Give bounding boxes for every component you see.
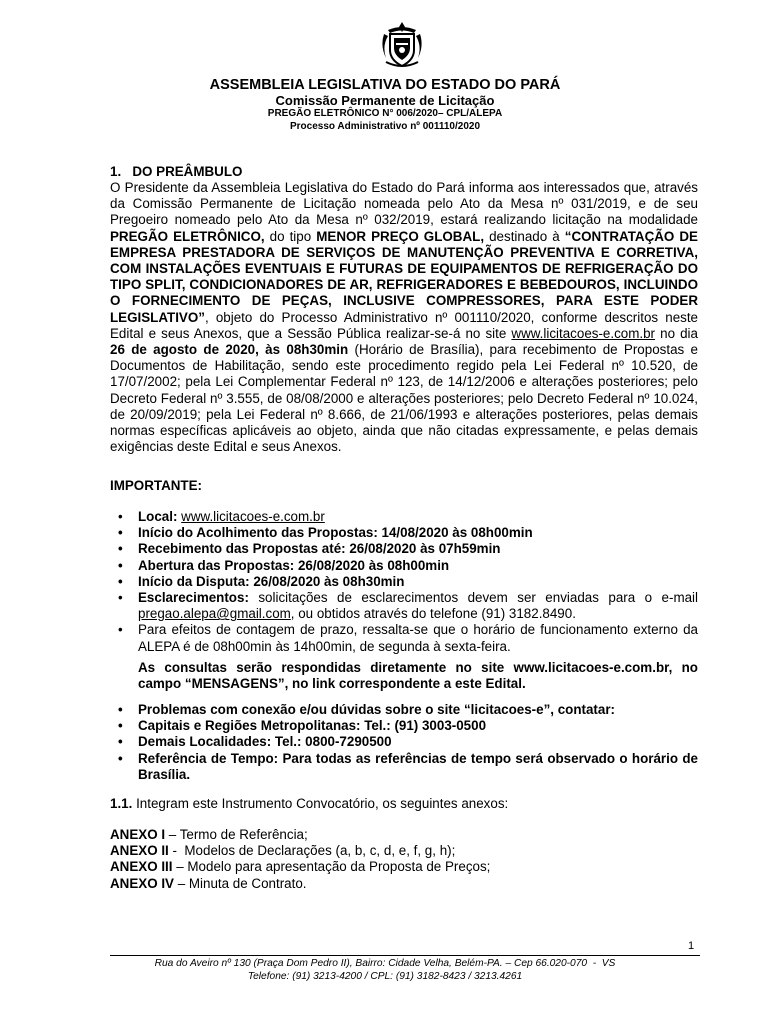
list-item-inicio-acolhimento: • Início do Acolhimento das Propostas: 14/08/2020 às 08h00min [138,525,698,541]
list-item-referencia: • Referência de Tempo: Para todas as referências de tempo será observado o horário de Brasília. [138,751,698,783]
preambulo-text-1: O Presidente da Assembleia Legislativa do Estado do Pará informa aos interessados que, através da Comissão Permanente de Licitação nomeada pelo Ato da Mesa nº 031/2019, e de seu Pregoeiro nomeado pelo Ato da Mesa nº 032/2019, estará realizando licitação na modalidade [110,180,698,228]
annex-label: ANEXO I [110,827,166,842]
list-item-local [138,509,698,525]
email-link[interactable]: pregao.alepa@gmail.com [138,606,291,622]
list-item-abertura: • Abertura das Propostas: 26/08/2020 às 08h00min [138,558,698,574]
annex-intro-text: Integram este Instrumento Convocatório, os seguintes anexos: [132,796,509,811]
annex-label: ANEXO II [110,843,169,859]
local-label: Local: [138,509,178,524]
committee-name: Comissão Permanente de Licitação [275,93,495,108]
importante-list [110,509,698,655]
annex-text: – Minuta de Contrato. [174,875,307,891]
annex-label: ANEXO IV [110,875,174,891]
preambulo-text-3: destinado à [484,228,565,244]
esclarecimentos-label: Esclarecimentos: [138,590,249,606]
session-date-text: 26 de agosto de 2020, às 08h30min [110,342,349,358]
site-link[interactable]: www.licitacoes-e.com.br [511,325,656,341]
processo-number: Processo Administrativo nº 001110/2020 [289,121,481,132]
objeto-text: “CONTRATAÇÃO DE EMPRESA PRESTADORA DE SERVIÇOS DE MANUTENÇÃO PREVENTIVA E CORRETIVA, COM INSTALAÇÕES EVENTUAIS E FUTURAS DE EQUIPAMENTOS DE REFRIGERAÇÃO DO TIPO SPLIT, CONDICIONADORES DE AR, REFRIGERADORES E BEBEDOUROS, INCLUINDO O FORNECIMENTO DE PEÇAS, INCLUSIVE COMPRESSORES, PARA ESTE PODER LEGISLATIVO” [110,228,698,325]
pregao-number: PREGÃO ELETRÔNICO N° 006/2020– CPL/ALEPA [267,108,503,119]
coat-of-arms-icon [378,20,426,70]
preambulo-text-2: do tipo [264,228,317,244]
contact-list [110,702,698,783]
footer-phones: Telefone: (91) 3213-4200 / CPL: (91) 3182-8423 / 3213.4261 [247,971,523,982]
annex-label: ANEXO III [110,859,173,875]
list-item-problemas: • Problemas com conexão e/ou dúvidas sobre o site “licitacoes-e”, contatar: [138,702,698,718]
modalidade-text: PREGÃO ELETRÔNICO, [110,228,265,244]
local-link[interactable]: www.licitacoes-e.com.br [181,509,325,524]
importante-title: IMPORTANTE: [110,478,202,493]
list-item-demais: • Demais Localidades: Tel.: 0800-7290500 [138,734,698,750]
preambulo-text-5: no dia [655,325,698,341]
list-item [110,859,698,875]
preambulo-paragraph [110,180,698,455]
consultas-note: As consultas serão respondidas diretamente no site www.licitacoes-e.com.br, no campo “MENSAGENS”, no link correspondente a este Edital. [138,660,698,692]
tipo-text: MENOR PREÇO GLOBAL, [316,228,485,244]
institution-title: ASSEMBLEIA LEGISLATIVA DO ESTADO DO PARÁ [209,77,561,93]
list-item [110,843,698,859]
list-item [110,876,698,892]
annex-list [110,827,698,892]
list-item-esclarecimentos [138,590,698,622]
list-item-disputa: • Início da Disputa: 26/08/2020 às 08h30min [138,574,698,590]
list-item [110,827,698,843]
preambulo-text-6: (Horário de Brasília), para recebimento de Propostas e Documentos de Habilitação, sendo este procedimento regido pela Lei Federal nº 10.520, de 17/07/2002; pela Lei Complementar Federal nº 123, de 14/12/2006 e alterações posteriores; pelo Decreto Federal nº 3.555, de 08/08/2000 e alterações posteriores; pelo Decreto Federal nº 10.024, de 20/09/2019; pela Lei Federal nº 8.666, de 21/06/1993 e alterações posteriores, pelas demais normas específicas aplicáveis ao objeto, ainda que não citadas expressamente, e pelas demais exigências deste Edital e seus Anexos. [110,342,698,455]
page-number: 1 [688,940,695,952]
annex-text: – Termo de Referência; [165,827,308,842]
footer-divider [110,955,700,956]
list-item-prazo: • Para efeitos de contagem de prazo, ressalta-se que o horário de funcionamento externo da ALEPA é de 08h00min às 14h00min, de segunda à sexta-feira. [138,622,698,654]
esclarecimentos-text: solicitações de esclarecimentos devem ser enviadas para o e-mail [248,590,698,606]
section-title-preambulo: 1. DO PREÂMBULO [110,164,243,179]
annex-text: - Modelos de Declarações (a, b, c, d, e, f, g, h); [168,843,456,859]
footer-address: Rua do Aveiro nº 130 (Praça Dom Pedro II), Bairro: Cidade Velha, Belém-PA. – Cep 66.020-070 - VS [154,958,616,969]
list-item-recebimento: • Recebimento das Propostas até: 26/08/2020 às 07h59min [138,541,698,557]
annex-text: – Modelo para apresentação da Proposta de Preços; [172,859,491,875]
esclarecimentos-end: , ou obtidos através do telefone (91) 3182.8490. [290,606,576,622]
annex-intro-number: 1.1. [110,796,133,811]
annex-intro [110,796,698,812]
list-item-capitais: • Capitais e Regiões Metropolitanas: Tel.: (91) 3003-0500 [138,718,698,734]
preambulo-text-4: , objeto do Processo Administrativo nº 001110/2020, conforme descritos neste Edital e seus Anexos, que a Sessão Pública realizar-se-á no site [110,309,698,341]
